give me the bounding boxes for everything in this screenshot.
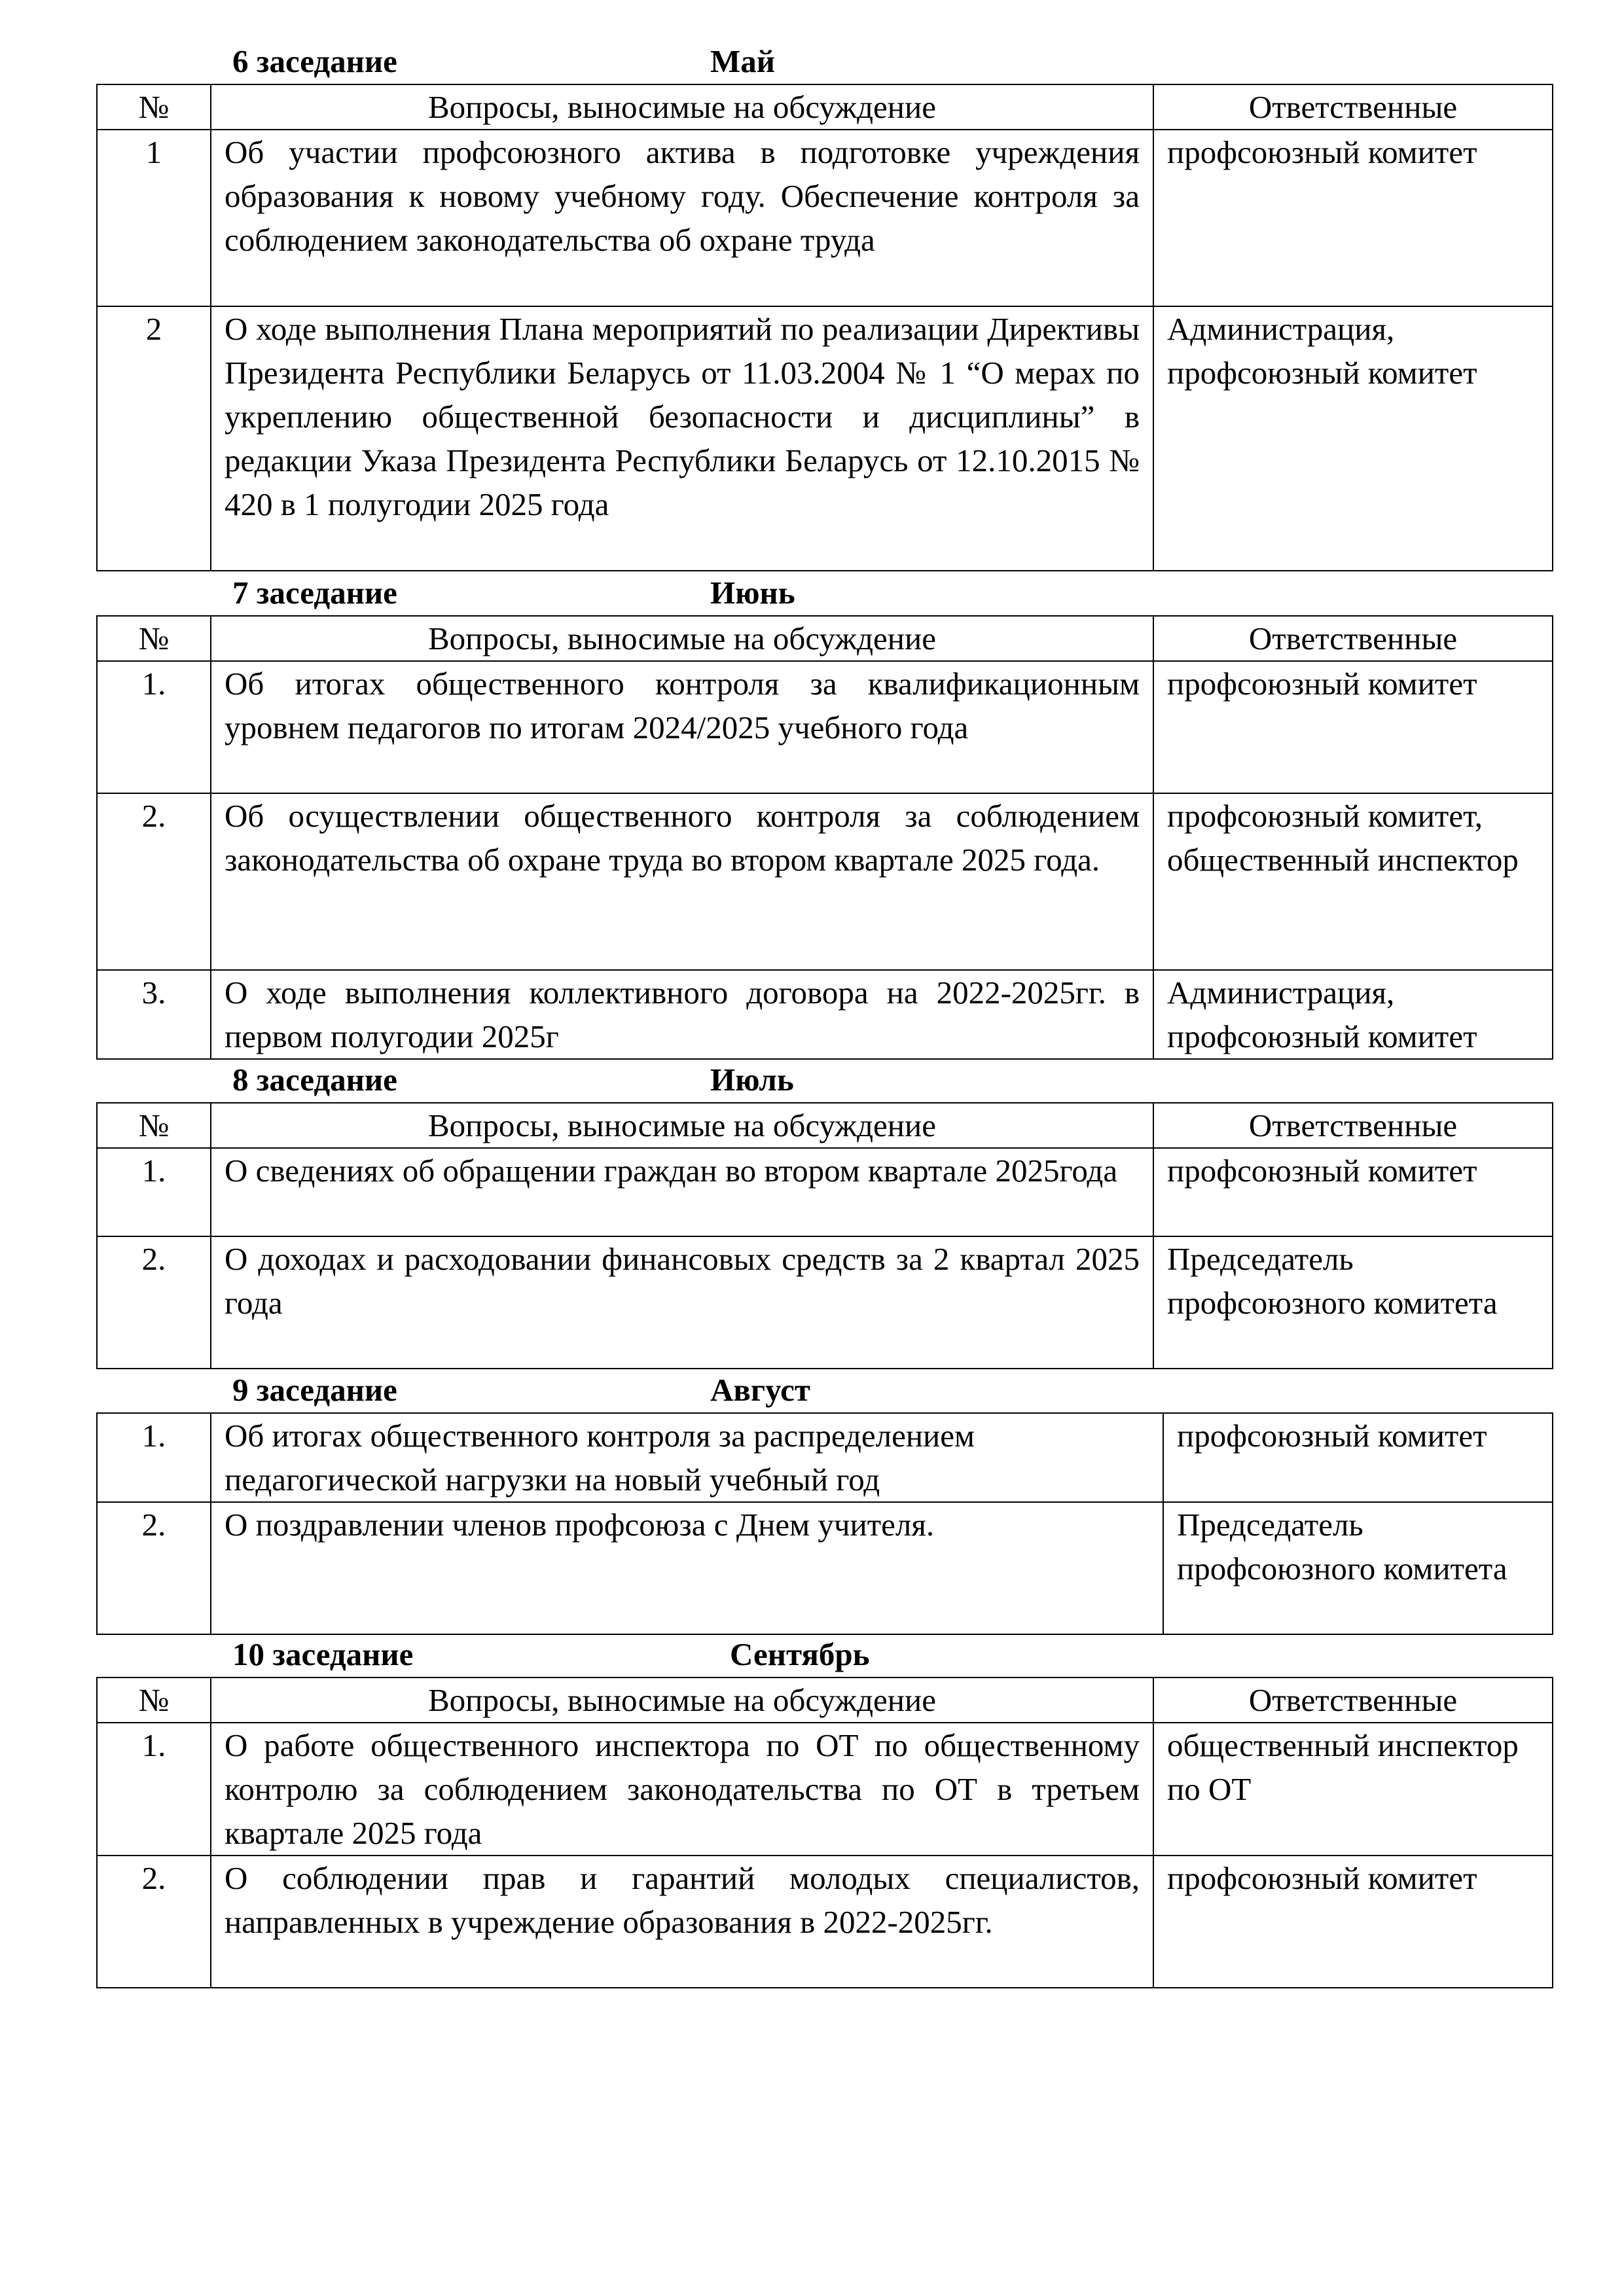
header-question: Вопросы, выносимые на обсуждение [211,1677,1153,1723]
row-responsible: профсоюзный комитет [1163,1413,1553,1502]
session-table [96,1102,1553,1369]
session-month: Сентябрь [730,1636,870,1672]
row-question: О сведениях об обращении граждан во втором квартале 2025года [211,1148,1153,1236]
row-responsible: Администрация, профсоюзный комитет [1153,306,1553,571]
session-7 [96,571,1552,1060]
row-no: 1. [97,1413,211,1502]
table-row [97,1502,1553,1634]
row-question: О поздравлении членов профсоюза с Днем учителя. [211,1502,1163,1634]
table-row [97,661,1553,793]
table-row [97,1856,1553,1988]
table-row [97,1148,1553,1236]
header-responsible: Ответственные [1153,84,1553,130]
table-row [97,306,1553,571]
header-no: № [97,1677,211,1723]
table-row [97,1723,1553,1856]
header-row [97,616,1553,661]
header-question: Вопросы, выносимые на обсуждение [211,1103,1153,1148]
row-responsible: общественный инспектор по ОТ [1153,1723,1553,1856]
row-question: О соблюдении прав и гарантий молодых специалистов, направленных в учреждение образования в 2022-2025гг. [211,1856,1153,1988]
session-title: 6 заседание [232,43,397,79]
row-no: 1. [97,661,211,793]
header-responsible: Ответственные [1153,1103,1553,1148]
session-heading [96,1368,1552,1412]
row-responsible: профсоюзный комитет, общественный инспектор [1153,793,1553,970]
session-6 [96,39,1552,571]
header-row [97,1677,1553,1723]
row-question: О доходах и расходовании финансовых средств за 2 квартал 2025 года [211,1236,1153,1369]
row-no: 2. [97,793,211,970]
row-no: 1 [97,130,211,306]
table-row [97,130,1553,306]
row-question: Об осуществлении общественного контроля за соблюдением законодательства об охране труда во втором квартале 2025 года. [211,793,1153,970]
session-title: 8 заседание [232,1062,397,1098]
session-title: 9 заседание [232,1372,397,1408]
session-heading [96,1632,1552,1677]
header-no: № [97,84,211,130]
table-row [97,970,1553,1059]
header-question: Вопросы, выносимые на обсуждение [211,616,1153,661]
session-10 [96,1632,1552,1988]
table-row [97,1236,1553,1369]
session-month: Август [710,1372,810,1408]
row-responsible: профсоюзный комитет [1153,1856,1553,1988]
session-8 [96,1058,1552,1369]
row-responsible: профсоюзный комитет [1153,130,1553,306]
row-no: 2. [97,1856,211,1988]
row-question: О ходе выполнения Плана мероприятий по реализации Директивы Президента Республики Беларусь от 11.03.2004 № 1 “О мерах по укреплению общественной безопасности и дисциплины” в редакции Указа Президента Республики Беларусь от 12.10.2015 № 420 в 1 полугодии 2025 года [211,306,1153,571]
session-title: 7 заседание [232,575,397,611]
session-month: Июнь [710,575,795,611]
row-no: 2. [97,1502,211,1634]
session-heading [96,1058,1552,1102]
table-row [97,1413,1553,1502]
header-responsible: Ответственные [1153,616,1553,661]
header-question: Вопросы, выносимые на обсуждение [211,84,1153,130]
row-no: 1. [97,1148,211,1236]
session-title: 10 заседание [232,1636,414,1672]
header-row [97,84,1553,130]
session-table [96,1677,1553,1988]
session-9 [96,1368,1552,1635]
row-no: 1. [97,1723,211,1856]
header-row [97,1103,1553,1148]
row-responsible: профсоюзный комитет [1153,661,1553,793]
session-table [96,84,1553,571]
header-no: № [97,1103,211,1148]
row-no: 3. [97,970,211,1059]
header-responsible: Ответственные [1153,1677,1553,1723]
row-responsible: профсоюзный комитет [1153,1148,1553,1236]
session-table [96,615,1553,1060]
row-question: Об итогах общественного контроля за распределением педагогической нагрузки на новый учебный год [211,1413,1163,1502]
row-no: 2 [97,306,211,571]
row-question: Об участии профсоюзного актива в подготовке учреждения образования к новому учебному году. Обеспечение контроля за соблюдением законодательства об охране труда [211,130,1153,306]
session-table [96,1412,1553,1635]
row-question: О работе общественного инспектора по ОТ по общественному контролю за соблюдением законодательства по ОТ в третьем квартале 2025 года [211,1723,1153,1856]
session-month: Июль [710,1062,794,1098]
table-row [97,793,1553,970]
row-question: Об итогах общественного контроля за квалификационным уровнем педагогов по итогам 2024/2025 учебного года [211,661,1153,793]
row-question: О ходе выполнения коллективного договора на 2022-2025гг. в первом полугодии 2025г [211,970,1153,1059]
row-responsible: Председатель профсоюзного комитета [1163,1502,1553,1634]
session-heading [96,571,1552,615]
header-no: № [97,616,211,661]
session-heading [96,39,1552,84]
session-month: Май [710,43,775,79]
row-responsible: Председатель профсоюзного комитета [1153,1236,1553,1369]
row-responsible: Администрация, профсоюзный комитет [1153,970,1553,1059]
row-no: 2. [97,1236,211,1369]
